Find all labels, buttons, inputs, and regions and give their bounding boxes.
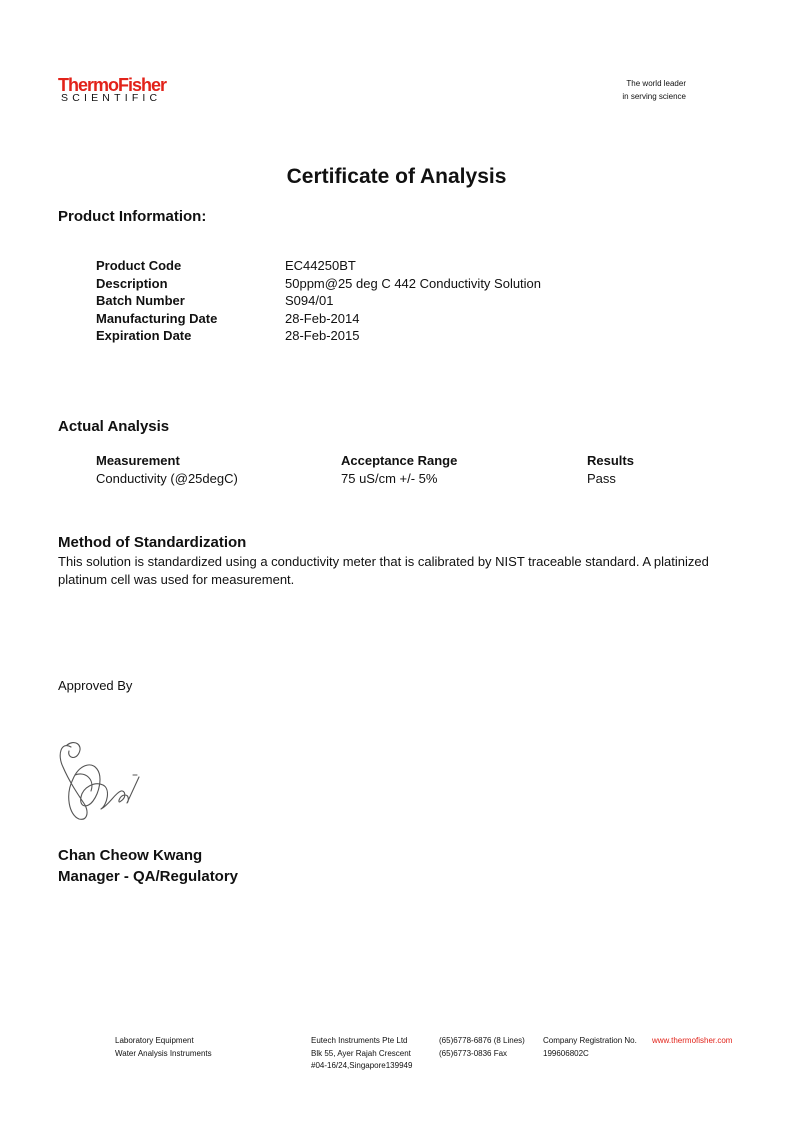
footer-col-phone (439, 1035, 525, 1060)
footer-text: Water Analysis Instruments (115, 1048, 212, 1058)
signature-image (55, 735, 145, 830)
footer-text: 199606802C (543, 1048, 589, 1058)
info-value: S094/01 (285, 293, 334, 308)
signer-role: Manager - QA/Regulatory (58, 868, 239, 885)
analysis-heading: Actual Analysis (58, 418, 170, 435)
footer-col-address (311, 1035, 412, 1073)
analysis-cell-range: 75 uS/cm +/- 5% (341, 471, 438, 486)
info-value: EC44250BT (285, 258, 356, 273)
info-label: Product Code (96, 258, 182, 273)
signer-name: Chan Cheow Kwang (58, 847, 203, 864)
analysis-col-header-measurement: Measurement (96, 453, 180, 468)
footer-text: (65)6778-6876 (8 Lines) (439, 1036, 525, 1045)
footer-text: #04-16/24,Singapore139949 (311, 1061, 413, 1070)
footer-text: Laboratory Equipment (115, 1036, 194, 1045)
product-info-heading: Product Information: (58, 208, 207, 225)
analysis-col-header-range: Acceptance Range (341, 453, 458, 468)
footer-text: (65)6773-0836 Fax (439, 1048, 508, 1058)
analysis-cell-measurement: Conductivity (@25degC) (96, 471, 238, 486)
company-logo-subtitle: SCIENTIFIC (61, 92, 162, 104)
company-logo-wordmark: ThermoFisher (58, 75, 167, 95)
info-value: 50ppm@25 deg C 442 Conductivity Solution (285, 276, 542, 291)
footer-text: Eutech Instruments Pte Ltd (311, 1036, 408, 1045)
footer-col-registration (543, 1035, 637, 1060)
footer-text: Company Registration No. (543, 1036, 637, 1045)
page-title: Certificate of Analysis (286, 165, 507, 188)
footer-col-categories (115, 1035, 212, 1060)
tagline-line-2: in serving science (622, 92, 686, 101)
tagline (600, 77, 686, 103)
info-label: Expiration Date (96, 328, 192, 343)
analysis-cell-result: Pass (587, 471, 616, 486)
approved-by-label: Approved By (58, 678, 133, 693)
info-label: Manufacturing Date (96, 311, 218, 326)
method-heading: Method of Standardization (58, 534, 247, 551)
info-value: 28-Feb-2015 (285, 328, 360, 343)
method-text: This solution is standardized using a conductivity meter that is calibrated by NIST traceable standard. A platinized platinum cell was used for measurement. (58, 554, 709, 587)
footer-website-link[interactable]: www.thermofisher.com (652, 1036, 733, 1045)
info-value: 28-Feb-2014 (285, 311, 360, 326)
info-label: Batch Number (96, 293, 185, 308)
footer-text: Blk 55, Ayer Rajah Crescent (311, 1048, 411, 1058)
info-label: Description (96, 276, 168, 291)
tagline-line-1: The world leader (626, 79, 686, 88)
analysis-col-header-results: Results (587, 453, 634, 468)
